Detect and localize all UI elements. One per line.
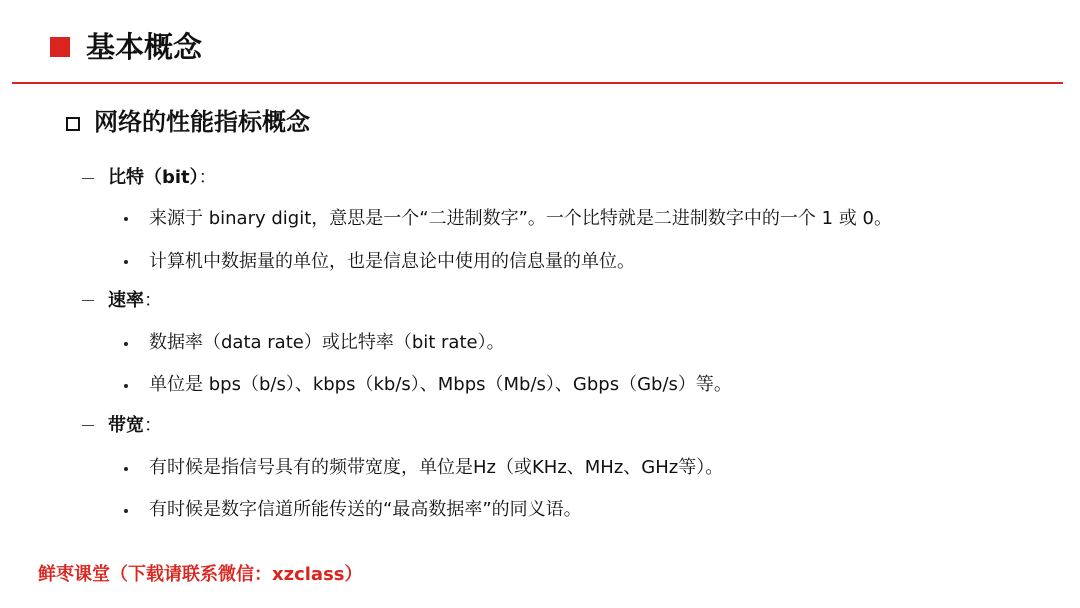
topic-suffix: ：: [144, 415, 162, 436]
bullet-text: 有时候是指信号具有的频带宽度，单位是Hz（或KHz、MHz、GHz等）。: [149, 457, 724, 478]
bullet-text: 计算机中数据量的单位，也是信息论中使用的信息量的单位。: [149, 251, 635, 272]
topic-bit: [108, 166, 217, 190]
dot-bullet: [124, 342, 128, 346]
topic-suffix: ：: [198, 167, 217, 188]
title-marker-square: [50, 37, 70, 57]
dot-bullet: [124, 217, 128, 221]
dash-bullet: [82, 300, 94, 301]
dash-bullet: [82, 425, 94, 426]
topic-heading: 带宽: [108, 415, 144, 436]
footer-watermark: 鲜枣课堂（下载请联系微信：xzclass）: [38, 564, 363, 585]
bullet-text: 数据率（data rate）或比特率（bit rate）。: [149, 332, 505, 353]
section-checkbox-bullet: [66, 117, 80, 131]
topic-rate: [108, 289, 162, 313]
bullet-text: 来源于 binary digit，意思是一个“二进制数字”。一个比特就是二进制数字中的一个 1 或 0。: [149, 208, 892, 229]
topic-heading: 速率: [108, 290, 144, 311]
topic-suffix: ：: [144, 290, 162, 311]
dot-bullet: [124, 509, 128, 513]
dot-bullet: [124, 467, 128, 471]
slide-title: 基本概念: [86, 30, 203, 64]
bullet-text: 单位是 bps（b/s）、kbps（kb/s）、Mbps（Mb/s）、Gbps（Gb/s）等。: [149, 374, 732, 395]
title-divider: [12, 82, 1063, 84]
topic-bandwidth: [108, 414, 162, 438]
dash-bullet: [82, 178, 94, 179]
dot-bullet: [124, 260, 128, 264]
bullet-text: 有时候是数字信道所能传送的“最高数据率”的同义语。: [149, 499, 582, 520]
dot-bullet: [124, 384, 128, 388]
section-title: 网络的性能指标概念: [94, 108, 310, 136]
topic-heading: 比特（bit）: [108, 167, 199, 188]
